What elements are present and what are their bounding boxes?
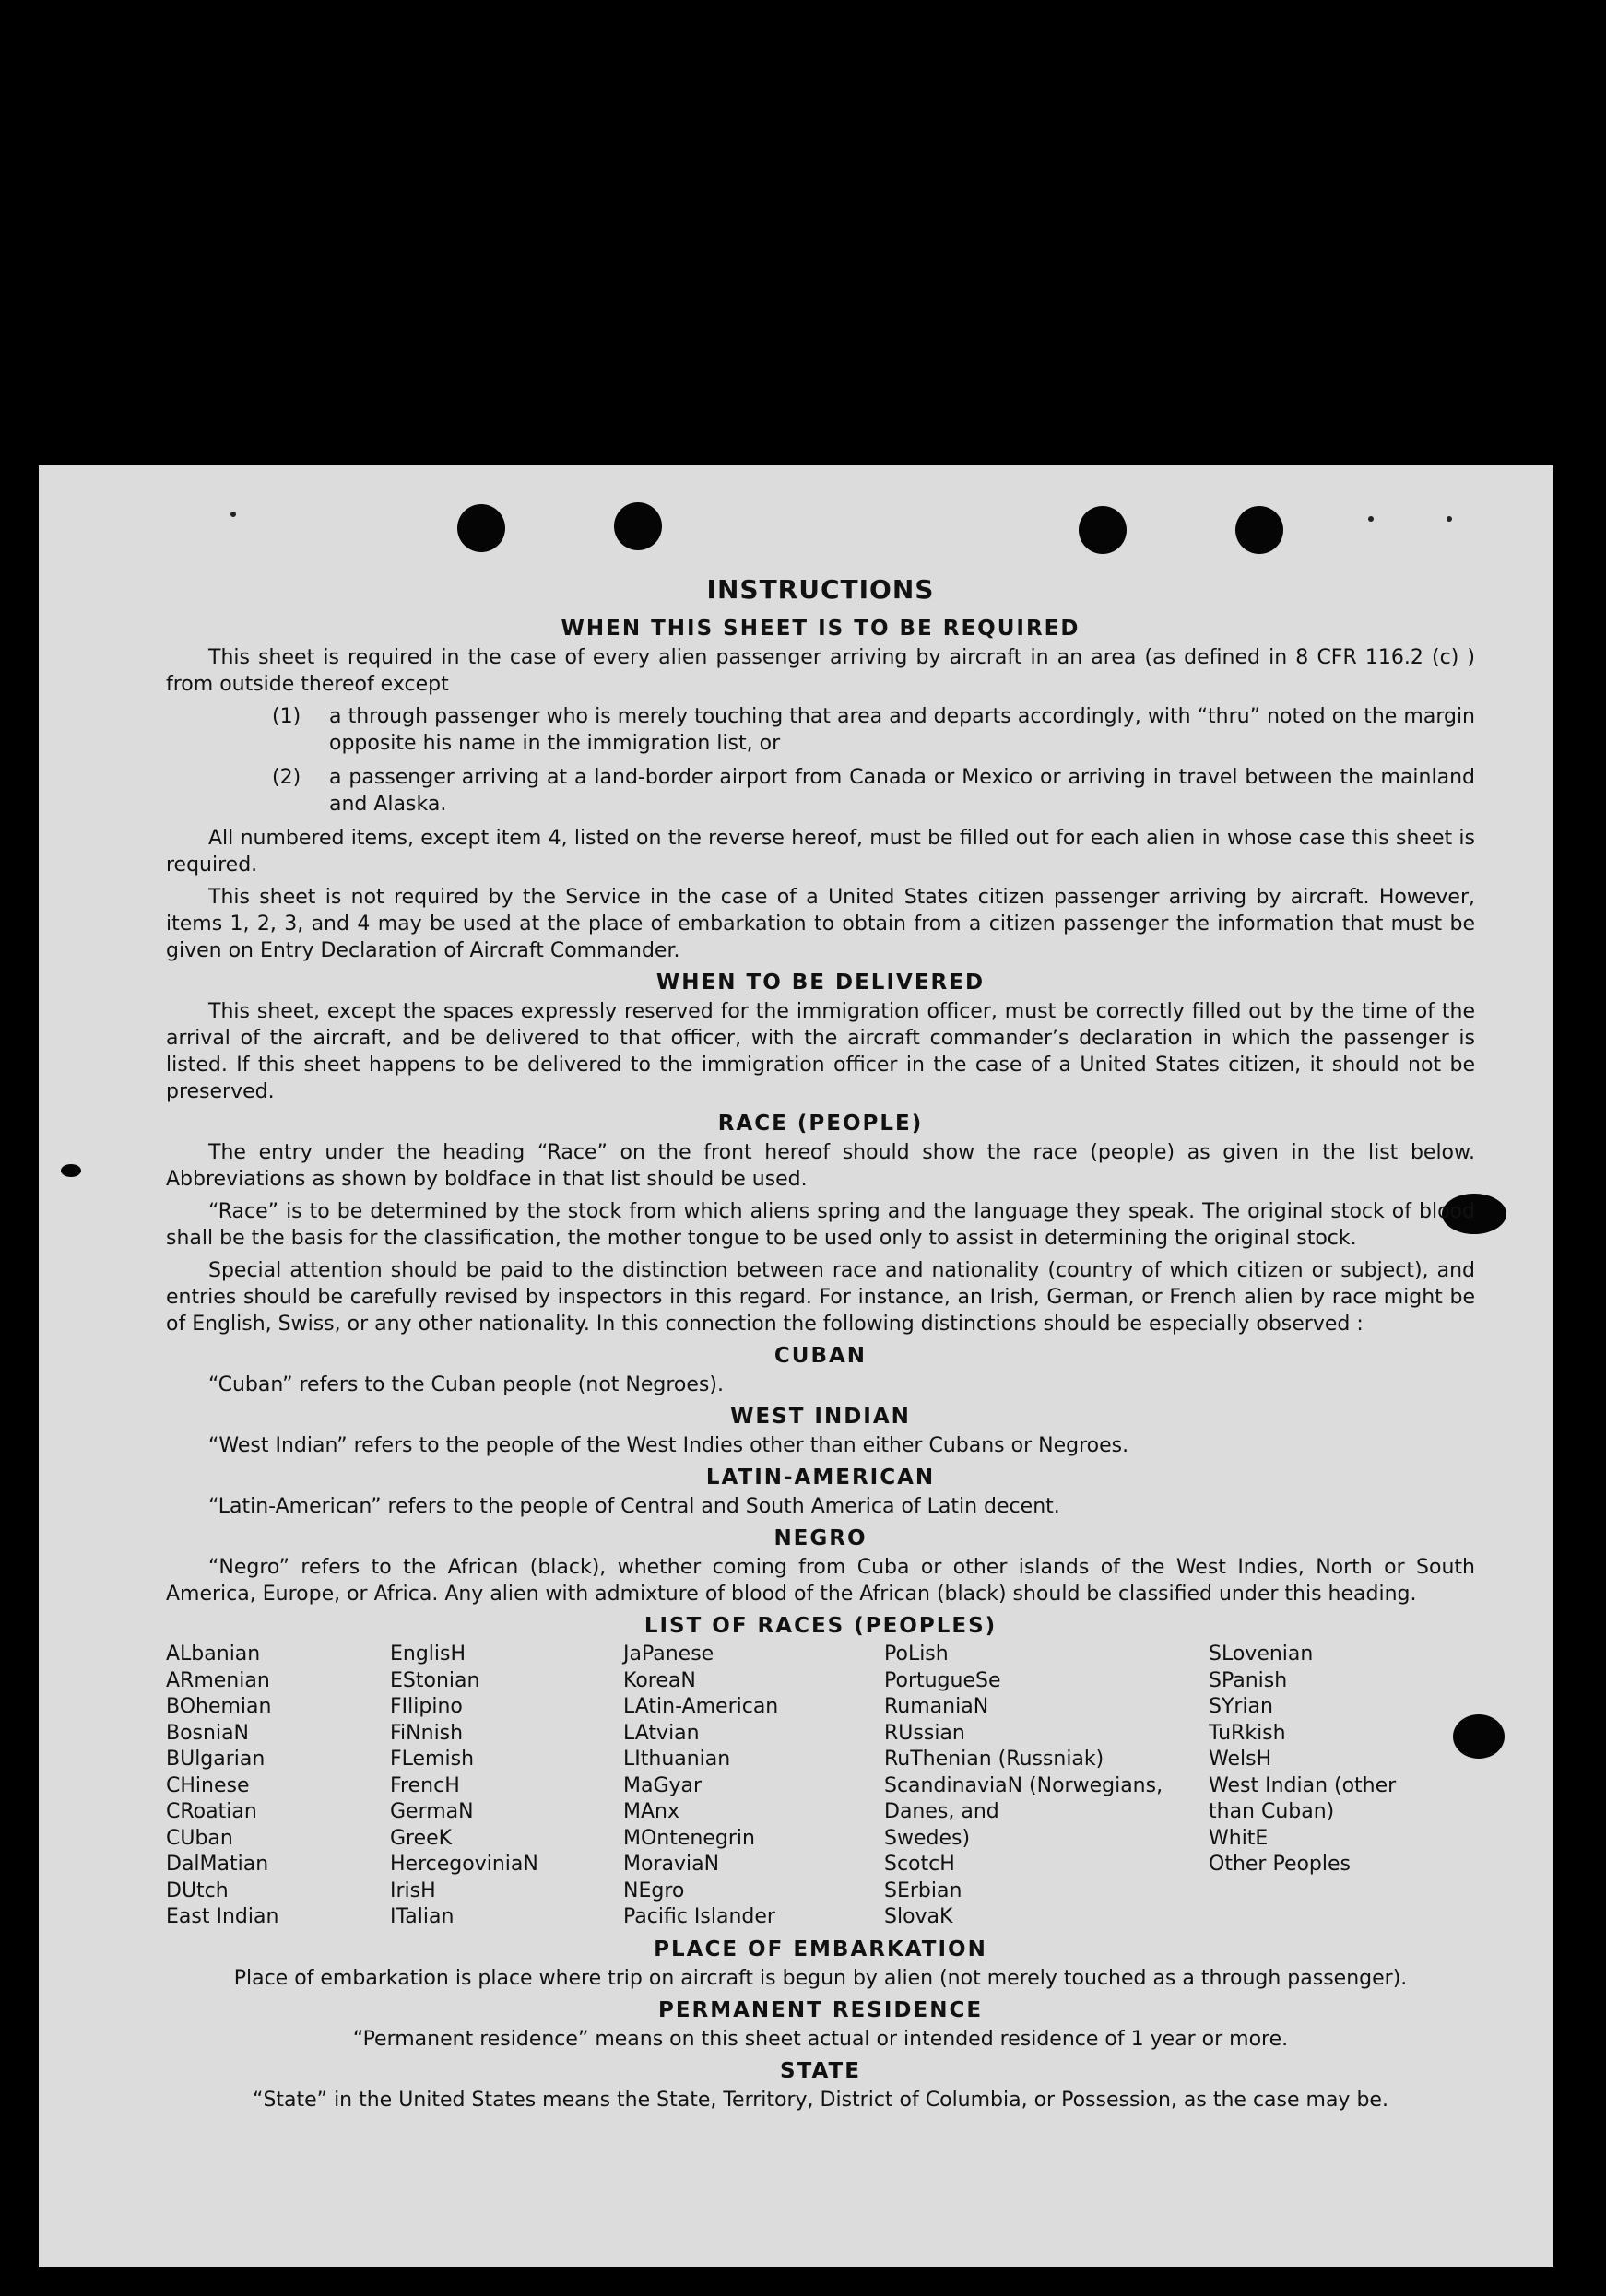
ink-blot [61, 1164, 81, 1177]
race-entry: ScandinaviaN (Norwegians, [884, 1773, 1163, 1797]
races-column-5 [1209, 1642, 1458, 1931]
races-column-1 [166, 1642, 390, 1931]
race-entry: SPanish [1209, 1668, 1288, 1692]
instructions-content [166, 576, 1475, 2119]
race-entry: MaGyar [623, 1773, 703, 1797]
item-number: (2) [272, 766, 301, 789]
race-entry: BOhemian [166, 1695, 272, 1718]
race-entry: Swedes) [884, 1826, 971, 1850]
race-entry: TuRkish [1209, 1721, 1286, 1745]
embarkation-text: Place of embarkation is place where trip on aircraft is begun by alien (not merely touched as a through passenger). [233, 1966, 1408, 1990]
race-entry: DalMatian [166, 1853, 269, 1876]
section-heading-when-delivered: WHEN TO BE DELIVERED [655, 971, 986, 995]
race-entry: SYrian [1209, 1695, 1273, 1718]
race-entry: PoLish [884, 1643, 949, 1666]
race-entry: LIthuanian [623, 1748, 731, 1771]
speck [1368, 516, 1374, 522]
race-entry: MAnx [623, 1800, 679, 1823]
item-text: a through passenger who is merely touching that area and departs accordingly, with “thru” noted on the margin opposite his name in the immigration list, or [329, 705, 1475, 755]
race-entry: GermaN [390, 1800, 474, 1823]
race-entry: PortugueSe [884, 1668, 1001, 1692]
race-entry: BUlgarian [166, 1748, 266, 1771]
when-required-intro: This sheet is required in the case of every alien passenger arriving by aircraft in an area (as defined in 8 CFR 116.2 (c) ) from outside thereof except [166, 646, 1475, 696]
race-entry: LAtin-American [623, 1695, 779, 1718]
race-entry: CRoatian [166, 1800, 257, 1823]
section-heading-negro: NEGRO [773, 1526, 868, 1550]
west-indian-text: “West Indian” refers to the people of the West Indies other than either Cubans or Negroes. [208, 1434, 1129, 1457]
section-heading-embarkation: PLACE OF EMBARKATION [654, 1937, 987, 1961]
race-entry: HercegoviniaN [390, 1853, 538, 1876]
exception-item-1 [166, 703, 1475, 757]
negro-text: “Negro” refers to the African (black), whether coming from Cuba or other islands of the West Indies, North or South America, Europe, or Africa. Any alien with admixture of blood of the African (black) should be classified under this heading. [166, 1556, 1475, 1606]
race-entry: EStonian [390, 1668, 480, 1692]
race-entry: RUssian [884, 1721, 965, 1745]
latin-american-text: “Latin-American” refers to the people of Central and South America of Latin decent. [208, 1495, 1060, 1518]
page-title: INSTRUCTIONS [706, 574, 935, 605]
race-entry: West Indian (other [1209, 1773, 1397, 1797]
race-entry: FrencH [390, 1773, 460, 1797]
punch-hole [1079, 506, 1127, 554]
speck [230, 512, 236, 517]
race-entry: SLovenian [1209, 1643, 1314, 1666]
race-entry: GreeK [390, 1826, 453, 1850]
section-heading-when-required: WHEN THIS SHEET IS TO BE REQUIRED [561, 617, 1081, 641]
race-entry: SlovaK [884, 1905, 953, 1928]
cuban-text: “Cuban” refers to the Cuban people (not Negroes). [208, 1373, 724, 1396]
race-entry: ALbanian [166, 1643, 261, 1666]
race-entry: KoreaN [623, 1668, 696, 1692]
residence-text: “Permanent residence” means on this sheet actual or intended residence of 1 year or more. [352, 2027, 1289, 2051]
section-heading-race: RACE (PEOPLE) [717, 1112, 924, 1136]
race-para2: “Race” is to be determined by the stock from which aliens spring and the language they speak. The original stock of blood shall be the basis for the classification, the mother tongue to be used only to assist in determining the original stock. [166, 1200, 1475, 1250]
section-heading-west-indian: WEST INDIAN [730, 1405, 911, 1429]
race-entry: CUban [166, 1826, 233, 1850]
race-entry: FLemish [390, 1748, 475, 1771]
speck [1447, 516, 1452, 522]
race-entry: East Indian [166, 1905, 279, 1928]
section-heading-cuban: CUBAN [773, 1344, 868, 1368]
race-entry: LAtvian [623, 1721, 700, 1745]
race-entry: RumaniaN [884, 1695, 989, 1718]
races-column-3 [623, 1642, 884, 1931]
race-entry: RuThenian (Russniak) [884, 1748, 1104, 1771]
race-entry: Pacific Islander [623, 1905, 775, 1928]
race-entry: JaPanese [623, 1643, 714, 1666]
race-entry: Other Peoples [1209, 1853, 1352, 1876]
race-para1: The entry under the heading “Race” on the front hereof should show the race (people) as given in the list below. Abbreviations as shown by boldface in that list should be used. [166, 1141, 1475, 1191]
when-required-para2: All numbered items, except item 4, listed on the reverse hereof, must be filled out for each alien in whose case this sheet is required. [166, 827, 1475, 877]
section-heading-state: STATE [780, 2058, 861, 2083]
item-number: (1) [272, 705, 301, 728]
race-entry: FiNnish [390, 1721, 464, 1745]
races-column-2 [390, 1642, 623, 1931]
race-entry: SErbian [884, 1878, 962, 1902]
race-entry: Danes, and [884, 1800, 999, 1823]
race-entry: WelsH [1209, 1748, 1272, 1771]
race-entry: than Cuban) [1209, 1800, 1335, 1823]
document-sheet [39, 465, 1553, 2267]
races-list [166, 1642, 1475, 1931]
race-entry: MOntenegrin [623, 1826, 755, 1850]
punch-hole [457, 504, 505, 552]
item-text: a passenger arriving at a land-border airport from Canada or Mexico or arriving in travel between the mainland and Alaska. [329, 766, 1475, 816]
state-text: “State” in the United States means the State, Territory, District of Columbia, or Possession, as the case may be. [253, 2088, 1388, 2112]
race-entry: ITalian [390, 1905, 455, 1928]
race-entry: WhitE [1209, 1826, 1269, 1850]
races-column-4 [884, 1642, 1209, 1931]
section-heading-latin-american: LATIN-AMERICAN [705, 1466, 936, 1489]
race-entry: IrisH [390, 1878, 436, 1902]
when-required-para3: This sheet is not required by the Service in the case of a United States citizen passenger arriving by aircraft. However, items 1, 2, 3, and 4 may be used at the place of embarkation to obtain from a citizen passenger the information that must be given on Entry Declaration of Aircraft Commander. [166, 886, 1475, 962]
race-entry: NEgro [623, 1878, 685, 1902]
race-entry: DUtch [166, 1878, 229, 1902]
punch-hole [614, 502, 662, 550]
race-entry: ScotcH [884, 1853, 955, 1876]
punch-hole [1235, 506, 1283, 554]
section-heading-list-of-races: LIST OF RACES (PEOPLES) [644, 1614, 998, 1638]
race-entry: EnglisH [390, 1643, 466, 1666]
race-entry: MoraviaN [623, 1853, 720, 1876]
race-entry: BosniaN [166, 1721, 250, 1745]
race-entry: CHinese [166, 1773, 250, 1797]
race-entry: ARmenian [166, 1668, 270, 1692]
race-para3: Special attention should be paid to the distinction between race and nationality (country of which citizen or subject), and entries should be carefully revised by inspectors in this regard. For instance, an Irish, German, or French alien by race might be of English, Swiss, or any other nationality. In this connection the following distinctions should be especially observed : [166, 1259, 1475, 1336]
race-entry: FIlipino [390, 1695, 463, 1718]
exception-item-2 [166, 764, 1475, 818]
section-heading-residence: PERMANENT RESIDENCE [657, 1997, 984, 2022]
when-delivered-text: This sheet, except the spaces expressly reserved for the immigration officer, must be correctly filled out by the time of the arrival of the aircraft, and be delivered to that officer, with the aircraft commander’s declaration in which the passenger is listed. If this sheet happens to be delivered to the immigration officer in the case of a United States citizen, it should not be preserved. [166, 1000, 1475, 1103]
